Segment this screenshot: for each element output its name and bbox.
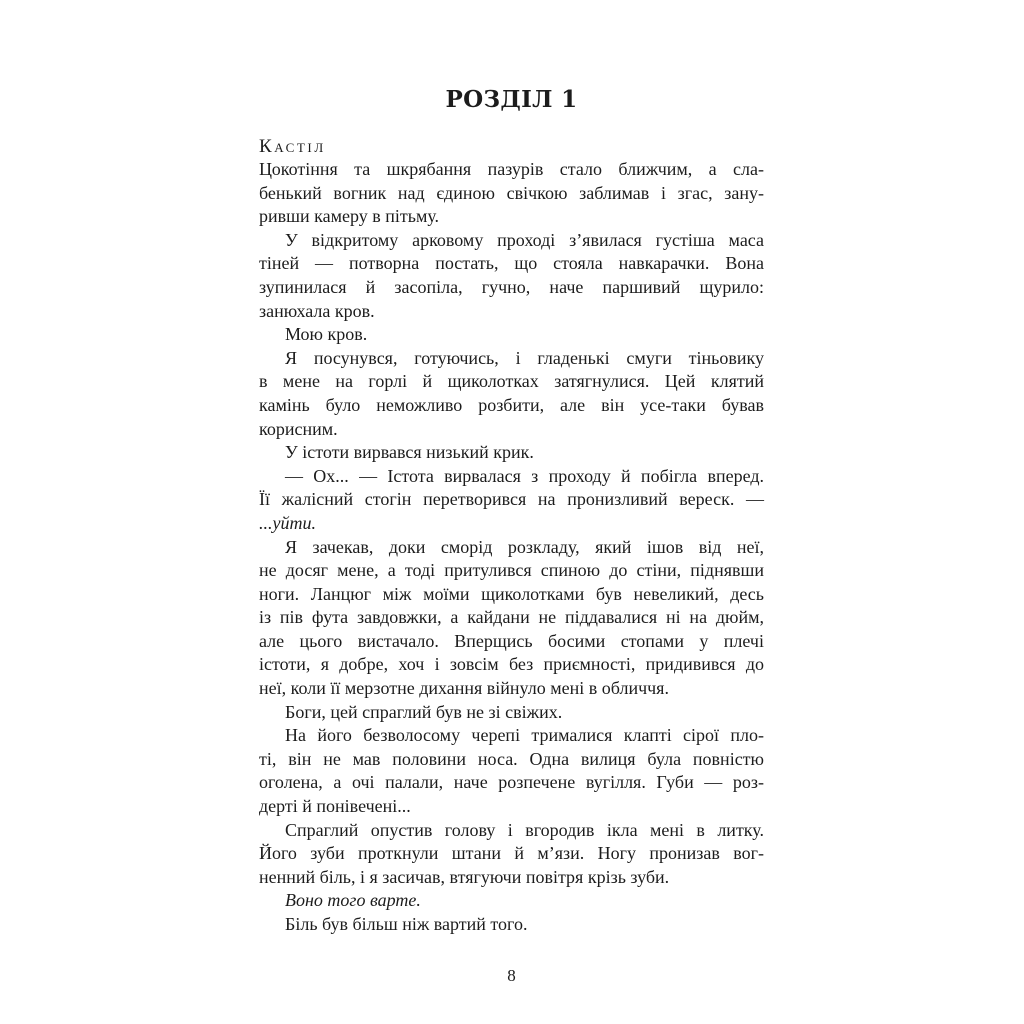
text-line: із пів фута завдовжки, а кайдани не піддавалися ні на дюйм, (259, 607, 764, 628)
text-line: У відкритому арковому проході з’явилася густіша маса (285, 229, 764, 250)
text-line: Її жалісний стогін перетворився на пронизливий вереск. — (259, 489, 764, 510)
text-line: Біль був більш ніж вартий того. (285, 914, 528, 934)
text-line: бенький вогник над єдиною свічкою заблимав і згас, зану- (259, 182, 764, 203)
text-line: істоти, я добре, хоч і зовсім без приємності, придивився до (259, 654, 764, 675)
text-line: ноги. Ланцюг між моїми щиколотками був невеликий, десь (259, 583, 764, 604)
text-line: ті, він не мав половини носа. Одна вилиця була повністю (259, 748, 764, 769)
text-line: Я посунувся, готуючись, і гладенькі смуги тіньовику (285, 347, 764, 368)
text-line: ...уйти. (259, 512, 316, 533)
text-line: У істоти вирвався низький крик. (285, 442, 534, 463)
text-line: ривши камеру в пітьму. (259, 206, 440, 227)
text-line: Цокотіння та шкрябання пазурів стало ближчим, а сла- (259, 159, 764, 179)
text-line: оголена, а очі палали, наче розпечене вугілля. Губи — роз- (259, 772, 764, 793)
text-line: Воно того варте. (285, 890, 421, 911)
text-line: На його безволосому черепі трималися клапті сірої пло- (285, 725, 764, 746)
body-text (259, 158, 764, 937)
book-page (259, 0, 764, 1024)
text-line: — Ох... — Істота вирвалася з проходу й побігла вперед. (285, 465, 764, 486)
narrator-heading: Кастіл (259, 136, 326, 157)
text-line: не досяг мене, а тоді притулився спиною до стіни, піднявши (259, 560, 764, 581)
text-line: неї, коли її мерзотне дихання війнуло мені в обличчя. (259, 678, 669, 699)
text-line: в мене на горлі й щиколотках затягнулися. Цей клятий (259, 371, 764, 392)
text-line: занюхала кров. (259, 300, 375, 321)
text-line: корисним. (259, 418, 338, 439)
text-line: але цього вистачало. Вперщись босими стопами у плечі (259, 630, 764, 651)
text-line: Боги, цей спраглий був не зі свіжих. (285, 701, 563, 722)
text-line: зупинилася й засопіла, гучно, наче паршивий щурило: (259, 276, 764, 297)
text-line: Мою кров. (285, 324, 368, 345)
text-line: тіней — потворна постать, що стояла навкарачки. Вона (259, 253, 764, 274)
text-line: Я зачекав, доки сморід розкладу, який ішов від неї, (285, 536, 764, 557)
chapter-title: РОЗДІЛ 1 (445, 86, 578, 113)
text-line: ненний біль, і я засичав, втягуючи повітря крізь зуби. (259, 866, 670, 887)
page-number: 8 (507, 966, 516, 985)
text-line: Його зуби проткнули штани й м’язи. Ногу пронизав вог- (259, 843, 764, 864)
text-line: Спраглий опустив голову і вгородив ікла мені в литку. (285, 819, 764, 840)
text-line: дерті й понівечені... (259, 796, 411, 817)
text-line: камінь було неможливо розбити, але він усе-таки бував (259, 394, 764, 415)
